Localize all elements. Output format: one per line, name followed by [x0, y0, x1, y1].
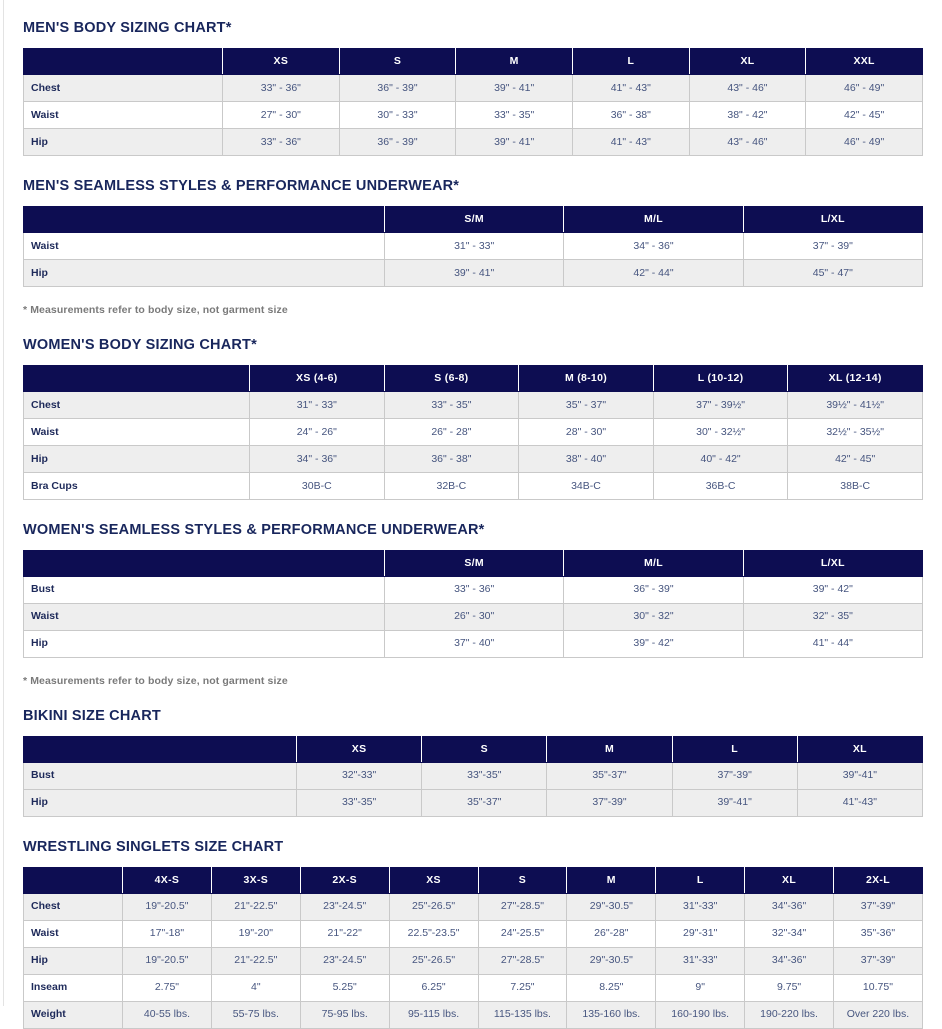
- table-row: [24, 1001, 923, 1028]
- table-corner-cell: [24, 736, 297, 762]
- measurement-cell: 33" - 36": [385, 576, 564, 603]
- section-womens-body: [23, 316, 922, 500]
- table-wrestling: [23, 867, 923, 1029]
- measurement-cell: 29"-30.5": [567, 893, 656, 920]
- measurement-cell: 36" - 38": [572, 101, 689, 128]
- measurement-cell: 36" - 39": [339, 128, 456, 155]
- row-label-waist: Waist: [24, 920, 123, 947]
- measurement-cell: Over 220 lbs.: [834, 1001, 923, 1028]
- measurement-cell: 37"-39": [834, 893, 923, 920]
- measurement-cell: 42" - 45": [806, 101, 923, 128]
- column-header-M/L: M/L: [564, 550, 743, 576]
- measurement-cell: 27"-28.5": [478, 947, 567, 974]
- measurement-cell: 19"-20.5": [123, 893, 212, 920]
- table-header-row: [24, 206, 923, 232]
- column-header-S: S: [339, 48, 456, 74]
- page-gutter-line: [3, 0, 4, 1006]
- table-row: [24, 418, 923, 445]
- column-header-L/XL: L/XL: [743, 206, 922, 232]
- measurement-cell: 26" - 28": [384, 418, 519, 445]
- measurement-cell: 39" - 42": [743, 576, 922, 603]
- measurement-cell: 22.5"-23.5": [389, 920, 478, 947]
- measurement-cell: 39½" - 41½": [788, 391, 923, 418]
- measurement-cell: 33"-35": [297, 789, 422, 816]
- table-row: [24, 391, 923, 418]
- measurement-cell: 8.25": [567, 974, 656, 1001]
- size-chart-sections: [23, 0, 922, 1029]
- measurement-cell: 40-55 lbs.: [123, 1001, 212, 1028]
- measurement-cell: 33" - 35": [384, 391, 519, 418]
- section-title-mens-seamless: MEN'S SEAMLESS STYLES & PERFORMANCE UNDERWEAR*: [23, 177, 460, 194]
- measurement-cell: 41" - 43": [572, 74, 689, 101]
- column-header-L/XL: L/XL: [743, 550, 922, 576]
- column-header-XL: XL: [797, 736, 922, 762]
- column-header-4X-S: 4X-S: [123, 867, 212, 893]
- row-label-chest: Chest: [24, 391, 250, 418]
- table-row: [24, 974, 923, 1001]
- column-header-2X-L: 2X-L: [834, 867, 923, 893]
- measurement-cell: 5.25": [300, 974, 389, 1001]
- column-header-M: M: [456, 48, 573, 74]
- measurement-cell: 39" - 41": [456, 128, 573, 155]
- measurement-cell: 38" - 42": [689, 101, 806, 128]
- column-header-S/M: S/M: [385, 206, 564, 232]
- row-label-waist: Waist: [24, 232, 385, 259]
- table-womens-body: [23, 365, 923, 500]
- row-label-hip: Hip: [24, 789, 297, 816]
- measurement-cell: 26"-28": [567, 920, 656, 947]
- measurement-cell: 9.75": [745, 974, 834, 1001]
- section-title-womens-seamless: WOMEN'S SEAMLESS STYLES & PERFORMANCE UNDERWEAR*: [23, 521, 485, 538]
- measurement-cell: 43" - 46": [689, 74, 806, 101]
- column-header-S (6-8): S (6-8): [384, 365, 519, 391]
- column-header-XL: XL: [689, 48, 806, 74]
- column-header-XXL: XXL: [806, 48, 923, 74]
- section-bikini: [23, 687, 922, 817]
- measurement-cell: 32B-C: [384, 472, 519, 499]
- table-row: [24, 920, 923, 947]
- column-header-L: L: [656, 867, 745, 893]
- measurement-cell: 4": [211, 974, 300, 1001]
- measurement-cell: 42" - 44": [564, 259, 743, 286]
- table-header-row: [24, 550, 923, 576]
- measurement-cell: 35"-37": [547, 762, 672, 789]
- measurement-cell: 37"-39": [672, 762, 797, 789]
- measurement-cell: 23"-24.5": [300, 893, 389, 920]
- column-header-2X-S: 2X-S: [300, 867, 389, 893]
- section-title-wrestling: WRESTLING SINGLETS SIZE CHART: [23, 838, 284, 855]
- table-row: [24, 259, 923, 286]
- measurement-cell: 30B-C: [250, 472, 385, 499]
- table-corner-cell: [24, 48, 223, 74]
- table-row: [24, 101, 923, 128]
- column-header-S/M: S/M: [385, 550, 564, 576]
- table-row: [24, 128, 923, 155]
- measurement-cell: 34"-36": [745, 893, 834, 920]
- measurement-cell: 36" - 38": [384, 445, 519, 472]
- measurement-cell: 33" - 36": [223, 128, 340, 155]
- measurement-cell: 32"-33": [297, 762, 422, 789]
- measurement-cell: 32" - 35": [743, 603, 922, 630]
- measurement-cell: 34" - 36": [250, 445, 385, 472]
- measurement-cell: 37" - 39½": [653, 391, 788, 418]
- measurement-cell: 24" - 26": [250, 418, 385, 445]
- measurement-cell: 41"-43": [797, 789, 922, 816]
- table-corner-cell: [24, 867, 123, 893]
- column-header-S: S: [478, 867, 567, 893]
- measurement-cell: 30" - 32": [564, 603, 743, 630]
- measurement-cell: 46" - 49": [806, 74, 923, 101]
- section-title-womens-body: WOMEN'S BODY SIZING CHART*: [23, 336, 257, 353]
- measurement-cell: 39" - 42": [564, 630, 743, 657]
- measurement-cell: 30" - 32½": [653, 418, 788, 445]
- measurement-cell: 19"-20": [211, 920, 300, 947]
- column-header-S: S: [422, 736, 547, 762]
- measurement-cell: 39" - 41": [385, 259, 564, 286]
- measurement-cell: 17"-18": [123, 920, 212, 947]
- measurement-cell: 45" - 47": [743, 259, 922, 286]
- column-header-XS: XS: [223, 48, 340, 74]
- section-title-bikini: BIKINI SIZE CHART: [23, 707, 161, 724]
- row-label-waist: Waist: [24, 418, 250, 445]
- measurement-cell: 27"-28.5": [478, 893, 567, 920]
- column-header-L (10-12): L (10-12): [653, 365, 788, 391]
- table-row: [24, 630, 923, 657]
- table-corner-cell: [24, 365, 250, 391]
- column-header-M/L: M/L: [564, 206, 743, 232]
- row-label-bust: Bust: [24, 762, 297, 789]
- measurement-cell: 33"-35": [422, 762, 547, 789]
- measurement-cell: 39" - 41": [456, 74, 573, 101]
- table-row: [24, 232, 923, 259]
- measurement-cell: 38" - 40": [519, 445, 654, 472]
- column-header-M: M: [547, 736, 672, 762]
- table-corner-cell: [24, 206, 385, 232]
- table-header-row: [24, 365, 923, 391]
- measurement-cell: 43" - 46": [689, 128, 806, 155]
- measurement-cell: 36B-C: [653, 472, 788, 499]
- measurement-cell: 7.25": [478, 974, 567, 1001]
- measurement-cell: 35" - 37": [519, 391, 654, 418]
- measurement-cell: 27" - 30": [223, 101, 340, 128]
- section-title-mens-body: MEN'S BODY SIZING CHART*: [23, 20, 232, 36]
- measurement-cell: 29"-31": [656, 920, 745, 947]
- column-header-XL (12-14): XL (12-14): [788, 365, 923, 391]
- column-header-XS: XS: [389, 867, 478, 893]
- column-header-XS: XS: [297, 736, 422, 762]
- column-header-L: L: [672, 736, 797, 762]
- measurement-cell: 23"-24.5": [300, 947, 389, 974]
- measurement-cell: 95-115 lbs.: [389, 1001, 478, 1028]
- row-label-bust: Bust: [24, 576, 385, 603]
- measurement-cell: 75-95 lbs.: [300, 1001, 389, 1028]
- measurement-cell: 28" - 30": [519, 418, 654, 445]
- footnote-womens-seamless: * Measurements refer to body size, not garment size: [23, 674, 288, 687]
- footnote-mens-seamless: * Measurements refer to body size, not garment size: [23, 303, 288, 316]
- measurement-cell: 31"-33": [656, 893, 745, 920]
- measurement-cell: 40" - 42": [653, 445, 788, 472]
- row-label-chest: Chest: [24, 893, 123, 920]
- table-header-row: [24, 48, 923, 74]
- row-label-inseam: Inseam: [24, 974, 123, 1001]
- measurement-cell: 37"-39": [547, 789, 672, 816]
- measurement-cell: 21"-22.5": [211, 893, 300, 920]
- measurement-cell: 36" - 39": [564, 576, 743, 603]
- measurement-cell: 115-135 lbs.: [478, 1001, 567, 1028]
- row-label-waist: Waist: [24, 603, 385, 630]
- column-header-M: M: [567, 867, 656, 893]
- measurement-cell: 32"-34": [745, 920, 834, 947]
- row-label-weight: Weight: [24, 1001, 123, 1028]
- table-row: [24, 576, 923, 603]
- measurement-cell: 38B-C: [788, 472, 923, 499]
- measurement-cell: 55-75 lbs.: [211, 1001, 300, 1028]
- section-mens-seamless: [23, 156, 922, 316]
- table-mens-seamless: [23, 206, 923, 287]
- table-header-row: [24, 736, 923, 762]
- row-label-hip: Hip: [24, 259, 385, 286]
- row-label-bra-cups: Bra Cups: [24, 472, 250, 499]
- measurement-cell: 39"-41": [672, 789, 797, 816]
- table-row: [24, 789, 923, 816]
- measurement-cell: 39"-41": [797, 762, 922, 789]
- measurement-cell: 46" - 49": [806, 128, 923, 155]
- table-row: [24, 74, 923, 101]
- measurement-cell: 35"-36": [834, 920, 923, 947]
- measurement-cell: 19"-20.5": [123, 947, 212, 974]
- section-womens-seamless: [23, 500, 922, 687]
- measurement-cell: 10.75": [834, 974, 923, 1001]
- table-mens-body: [23, 48, 923, 156]
- table-row: [24, 472, 923, 499]
- measurement-cell: 30" - 33": [339, 101, 456, 128]
- measurement-cell: 25"-26.5": [389, 947, 478, 974]
- column-header-L: L: [572, 48, 689, 74]
- measurement-cell: 25"-26.5": [389, 893, 478, 920]
- measurement-cell: 34B-C: [519, 472, 654, 499]
- measurement-cell: 42" - 45": [788, 445, 923, 472]
- measurement-cell: 37" - 40": [385, 630, 564, 657]
- measurement-cell: 135-160 lbs.: [567, 1001, 656, 1028]
- table-header-row: [24, 867, 923, 893]
- measurement-cell: 33" - 36": [223, 74, 340, 101]
- measurement-cell: 6.25": [389, 974, 478, 1001]
- measurement-cell: 26" - 30": [385, 603, 564, 630]
- column-header-M (8-10): M (8-10): [519, 365, 654, 391]
- measurement-cell: 41" - 43": [572, 128, 689, 155]
- row-label-hip: Hip: [24, 445, 250, 472]
- column-header-XL: XL: [745, 867, 834, 893]
- table-row: [24, 445, 923, 472]
- measurement-cell: 35"-37": [422, 789, 547, 816]
- measurement-cell: 160-190 lbs.: [656, 1001, 745, 1028]
- measurement-cell: 9": [656, 974, 745, 1001]
- measurement-cell: 32½" - 35½": [788, 418, 923, 445]
- row-label-chest: Chest: [24, 74, 223, 101]
- section-wrestling: [23, 817, 922, 1029]
- measurement-cell: 31" - 33": [250, 391, 385, 418]
- table-row: [24, 603, 923, 630]
- measurement-cell: 29"-30.5": [567, 947, 656, 974]
- measurement-cell: 34"-36": [745, 947, 834, 974]
- measurement-cell: 41" - 44": [743, 630, 922, 657]
- measurement-cell: 21"-22": [300, 920, 389, 947]
- table-row: [24, 893, 923, 920]
- measurement-cell: 31" - 33": [385, 232, 564, 259]
- column-header-3X-S: 3X-S: [211, 867, 300, 893]
- measurement-cell: 37"-39": [834, 947, 923, 974]
- measurement-cell: 37" - 39": [743, 232, 922, 259]
- section-mens-body: [23, 0, 922, 156]
- table-bikini: [23, 736, 923, 817]
- measurement-cell: 33" - 35": [456, 101, 573, 128]
- row-label-waist: Waist: [24, 101, 223, 128]
- row-label-hip: Hip: [24, 128, 223, 155]
- table-row: [24, 947, 923, 974]
- row-label-hip: Hip: [24, 947, 123, 974]
- table-womens-seamless: [23, 550, 923, 658]
- measurement-cell: 24"-25.5": [478, 920, 567, 947]
- row-label-hip: Hip: [24, 630, 385, 657]
- measurement-cell: 34" - 36": [564, 232, 743, 259]
- measurement-cell: 31"-33": [656, 947, 745, 974]
- table-row: [24, 762, 923, 789]
- measurement-cell: 21"-22.5": [211, 947, 300, 974]
- table-corner-cell: [24, 550, 385, 576]
- measurement-cell: 190-220 lbs.: [745, 1001, 834, 1028]
- measurement-cell: 36" - 39": [339, 74, 456, 101]
- column-header-XS (4-6): XS (4-6): [250, 365, 385, 391]
- measurement-cell: 2.75": [123, 974, 212, 1001]
